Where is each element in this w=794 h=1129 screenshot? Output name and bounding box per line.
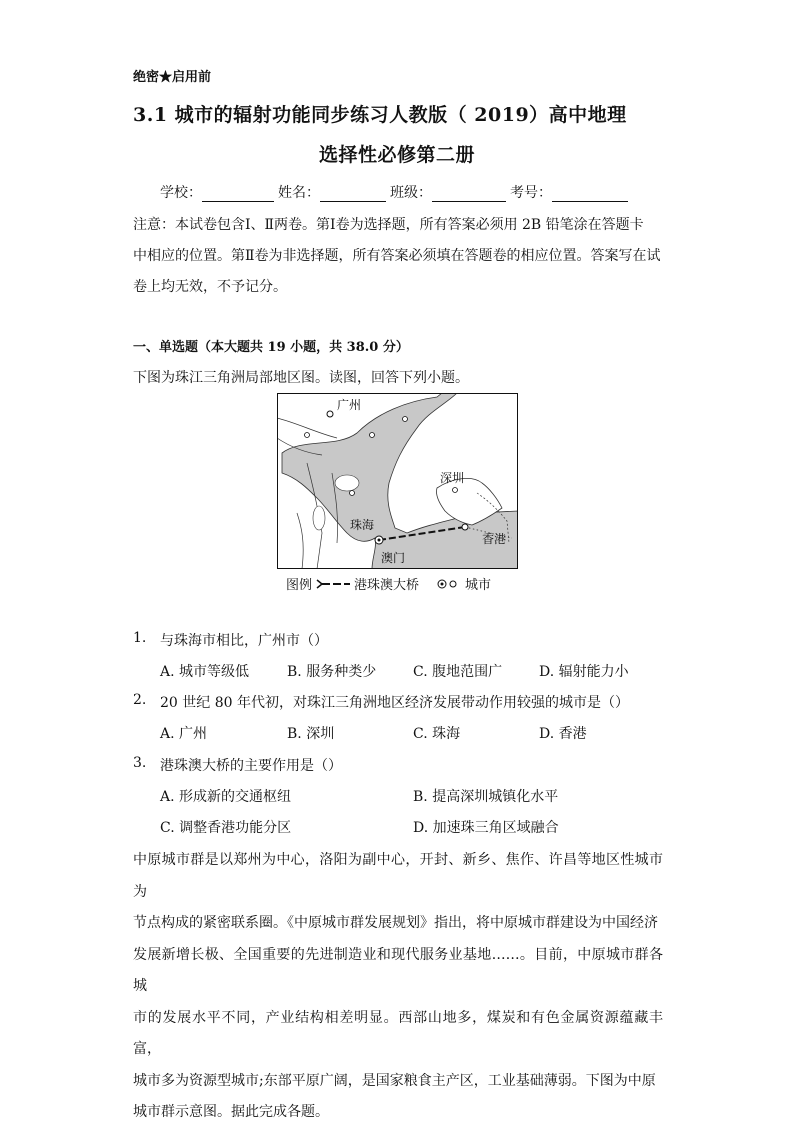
school-label: 学校：: [160, 185, 202, 201]
exam-number-label: 考号：: [510, 185, 552, 201]
page-title-line1: 3.1 城市的辐射功能同步练习人教版（ 2019）高中地理: [133, 104, 627, 126]
passage-line: 中原城市群是以郑州为中心，洛阳为副中心，开封、新乡、焦作、许昌等地区性城市为: [133, 852, 663, 900]
city-marker: [350, 491, 355, 496]
map-legend: [286, 574, 491, 593]
class-blank[interactable]: [432, 187, 506, 202]
island: [313, 506, 325, 530]
option-a[interactable]: A. 广州: [160, 726, 208, 742]
label-hongkong: 香港: [482, 532, 507, 546]
confidential-mark: 绝密★启用前: [133, 70, 212, 85]
city-marker: [403, 417, 408, 422]
bridge-symbol-icon: [316, 578, 352, 590]
notes-line: 卷上均无效，不予记分。: [133, 279, 287, 295]
city-marker-shenzhen: [453, 488, 458, 493]
passage-line: 城市群示意图。据此完成各题。: [133, 1104, 329, 1120]
option-b[interactable]: B. 服务种类少: [287, 664, 377, 680]
class-label: 班级：: [390, 185, 432, 201]
label-zhuhai: 珠海: [350, 518, 375, 532]
question-text: 港珠澳大桥的主要作用是（）: [160, 758, 342, 774]
name-blank[interactable]: [320, 187, 386, 202]
option-d[interactable]: D. 辐射能力小: [539, 664, 629, 680]
name-label: 姓名：: [278, 185, 320, 201]
city-symbol-icon: [437, 578, 463, 590]
city-marker-guangzhou: [327, 411, 333, 417]
question-number: 1.: [133, 630, 147, 646]
option-c[interactable]: C. 珠海: [413, 726, 461, 742]
label-macau: 澳门: [381, 551, 406, 565]
question-text: 与珠海市相比，广州市（）: [160, 633, 328, 649]
exam-notes: [133, 210, 661, 303]
pearl-river-delta-map: [277, 393, 518, 569]
legend-prefix: 图例: [286, 578, 313, 593]
question-number: 3.: [133, 755, 147, 771]
city-marker: [370, 433, 375, 438]
question-intro: 下图为珠江三角洲局部地区图。读图，回答下列小题。: [133, 370, 469, 386]
passage-line: 节点构成的紧密联系圈。《中原城市群发展规划》指出，将中原城市群建设为中国经济: [133, 915, 658, 931]
passage: [133, 845, 663, 1129]
legend-bridge-label: 港珠澳大桥: [354, 578, 420, 593]
city-marker: [305, 433, 310, 438]
passage-line: 城市多为资源型城市;东部平原广阔，是国家粮食主产区，工业基础薄弱。下图为中原: [133, 1072, 656, 1089]
notes-line: 中相应的位置。第Ⅱ卷为非选择题，所有答案必须填在答题卷的相应位置。答案写在试: [133, 248, 661, 264]
school-blank[interactable]: [202, 187, 274, 202]
label-shenzhen: 深圳: [440, 471, 465, 485]
notes-line: 注意：本试卷包含Ⅰ、Ⅱ两卷。第Ⅰ卷为选择题，所有答案必须用 2B 铅笔涂在答题卡: [133, 217, 644, 233]
option-a[interactable]: A. 城市等级低: [160, 664, 250, 680]
city-marker-zhuhai-dot: [378, 539, 381, 542]
option-c[interactable]: C. 腹地范围广: [413, 664, 503, 680]
option-a[interactable]: A. 形成新的交通枢纽: [160, 789, 292, 805]
option-c[interactable]: C. 调整香港功能分区: [160, 820, 292, 836]
section-heading: 一、单选题（本大题共 19 小题，共 38.0 分）: [133, 340, 409, 355]
option-d[interactable]: D. 加速珠三角区域融合: [413, 820, 559, 836]
city-marker-hongkong: [462, 524, 468, 530]
question-number: 2.: [133, 692, 147, 708]
page-title-line2: 选择性必修第二册: [318, 144, 475, 166]
option-b[interactable]: B. 深圳: [287, 726, 335, 742]
exam-number-blank[interactable]: [552, 187, 628, 202]
option-b[interactable]: B. 提高深圳城镇化水平: [413, 789, 559, 805]
label-guangzhou: 广州: [337, 398, 362, 412]
island: [335, 475, 359, 491]
question-text: 20 世纪 80 年代初，对珠江三角洲地区经济发展带动作用较强的城市是（）: [160, 695, 629, 711]
passage-line: 发展新增长极、全国重要的先进制造业和现代服务业基地……。目前，中原城市群各城: [133, 946, 663, 994]
legend-city-label: 城市: [465, 578, 492, 593]
student-info-row: [160, 182, 632, 202]
passage-line: 市的发展水平不同，产业结构相差明显。西部山地多，煤炭和有色金属资源蕴藏丰富，: [133, 1009, 663, 1057]
option-d[interactable]: D. 香港: [539, 726, 587, 742]
